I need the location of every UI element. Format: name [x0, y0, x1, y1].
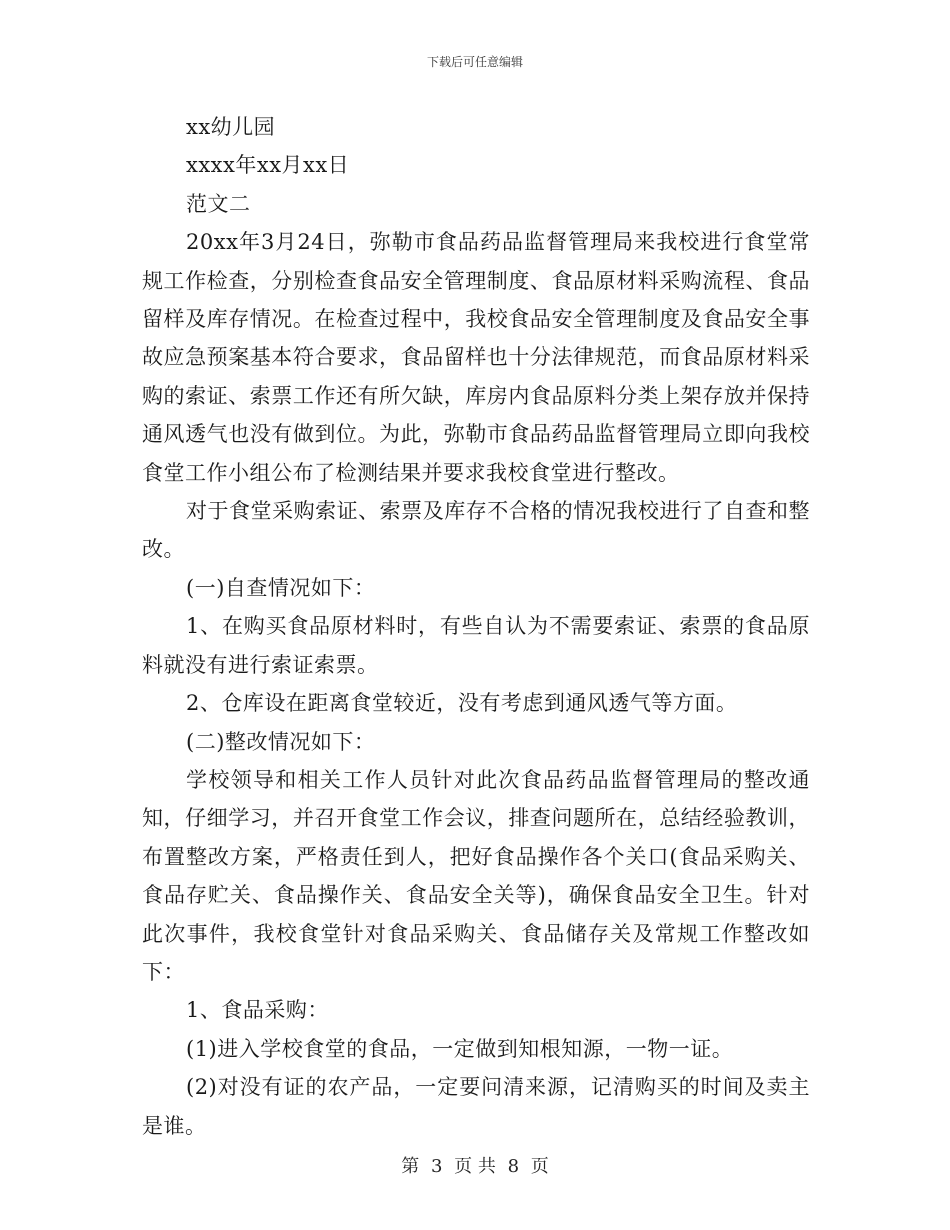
paragraph-section-title: 范文二 — [186, 191, 251, 216]
paragraph-rectification-body: 学校领导和相关工作人员针对此次食品药品监督管理局的整改通知，仔细学习，并召开食堂工作会议，排查问题所在，总结经验教训，布置整改方案，严格责任到人，把好食品操作各个关口(食品采购关、食品存贮关、食品操作关、食品安全关等)，确保食品安全卫生。针对此次事件，我校食堂针对食品采购关、食品储存关及常规工作整改如下： — [142, 767, 810, 984]
paragraph-self-check-item-2: 2、仓库设在距离食堂较近，没有考虑到通风透气等方面。 — [186, 691, 738, 716]
paragraph-inspection-summary: 20xx年3月24日，弥勒市食品药品监督管理局来我校进行食堂常规工作检查，分别检查食品安全管理制度、食品原材料采购流程、食品留样及库存情况。在检查过程中，我校食品安全管理制度及食品安全事故应急预案基本符合要求，食品留样也十分法律规范，而食品原材料采购的索证、索票工作还有所欠缺，库房内食品原料分类上架存放并保持通风透气也没有做到位。为此，弥勒市食品药品监督管理局立即向我校食堂工作小组公布了检测结果并要求我校食堂进行整改。 — [142, 230, 810, 485]
document-body — [142, 108, 810, 1145]
paragraph-self-check-intro: 对于食堂采购索证、索票及库存不合格的情况我校进行了自查和整改。 — [142, 499, 810, 562]
footer-suffix: 页 — [530, 1156, 549, 1177]
footer-current-page: 3 — [430, 1156, 443, 1177]
paragraph-heading-self-check: (一)自查情况如下： — [186, 575, 376, 600]
paragraph-signature-org: xx幼儿园 — [186, 115, 276, 139]
paragraph-procurement-item-1: (1)进入学校食堂的食品，一定做到知根知源，一物一证。 — [186, 1036, 734, 1061]
paragraph-signature-date: xxxx年xx月xx日 — [186, 153, 350, 178]
footer-total-pages: 8 — [507, 1156, 520, 1177]
footer-prefix: 第 — [401, 1156, 420, 1177]
paragraph-heading-rectification: (二)整改情况如下： — [186, 729, 376, 754]
footer-middle: 页 共 — [454, 1156, 496, 1177]
paragraph-self-check-item-1: 1、在购买食品原材料时，有些自认为不需要索证、索票的食品原料就没有进行索证索票。 — [142, 614, 810, 677]
paragraph-heading-procurement: 1、食品采购： — [186, 998, 329, 1023]
page-footer — [0, 1152, 950, 1178]
paragraph-procurement-item-2: (2)对没有证的农产品，一定要问清来源，记清购买的时间及卖主是谁。 — [142, 1075, 810, 1138]
page-header: 下载后可任意编辑 — [426, 55, 523, 69]
